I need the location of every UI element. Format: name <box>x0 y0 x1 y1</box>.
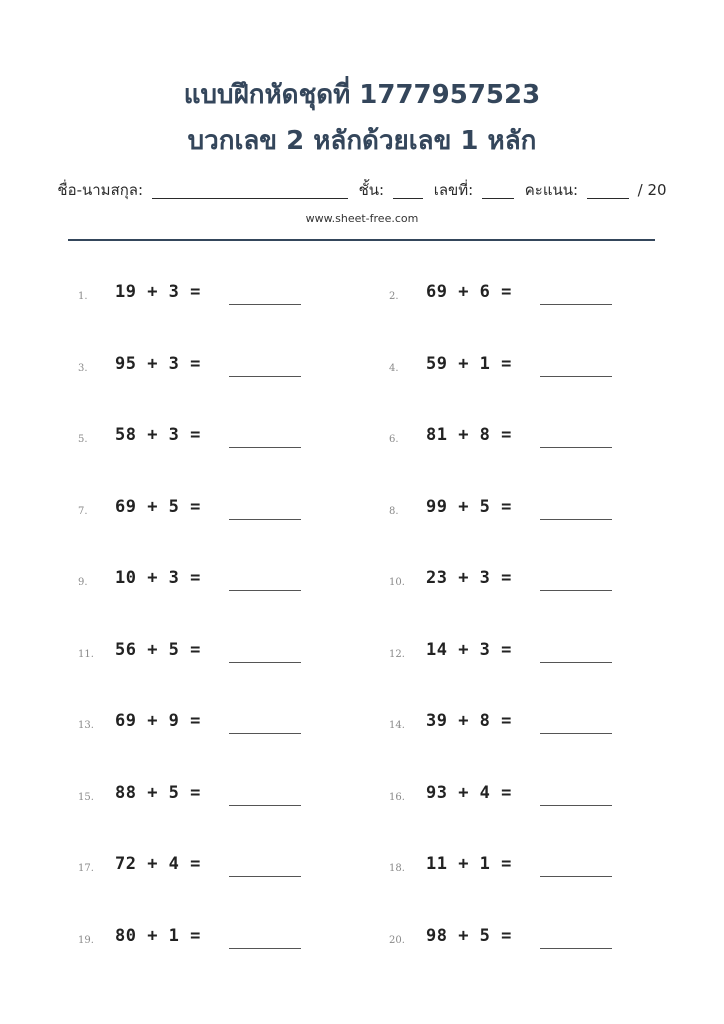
answer-blank[interactable] <box>540 519 612 520</box>
class-label: ชั้น: <box>358 181 385 199</box>
problem-item <box>379 425 639 455</box>
problem-item <box>379 282 639 312</box>
answer-blank[interactable] <box>229 948 301 949</box>
problem-item <box>379 640 639 670</box>
answer-blank[interactable] <box>229 304 301 305</box>
problem-item <box>68 282 328 312</box>
problem-expression: 59 + 1 = <box>426 354 512 374</box>
problem-number: 12. <box>389 649 405 660</box>
problem-expression: 81 + 8 = <box>426 425 512 445</box>
problem-item <box>379 354 639 384</box>
answer-blank[interactable] <box>229 805 301 806</box>
answer-blank[interactable] <box>540 948 612 949</box>
problem-number: 1. <box>78 291 88 302</box>
problem-item <box>379 568 639 598</box>
problem-number: 18. <box>389 863 405 874</box>
answer-blank[interactable] <box>540 876 612 877</box>
problem-expression: 88 + 5 = <box>115 783 201 803</box>
problem-number: 13. <box>78 720 94 731</box>
problem-expression: 95 + 3 = <box>115 354 201 374</box>
problem-number: 4. <box>389 363 399 374</box>
problem-expression: 69 + 6 = <box>426 282 512 302</box>
problem-number: 5. <box>78 434 88 445</box>
problem-number: 2. <box>389 291 399 302</box>
student-info-line <box>0 178 724 202</box>
answer-blank[interactable] <box>229 876 301 877</box>
problem-expression: 93 + 4 = <box>426 783 512 803</box>
problem-expression: 69 + 5 = <box>115 497 201 517</box>
number-field[interactable] <box>482 182 514 199</box>
problem-item <box>68 926 328 956</box>
problem-item <box>68 497 328 527</box>
problem-item <box>68 568 328 598</box>
answer-blank[interactable] <box>229 376 301 377</box>
score-field[interactable] <box>587 182 629 199</box>
answer-blank[interactable] <box>540 447 612 448</box>
problem-expression: 69 + 9 = <box>115 711 201 731</box>
answer-blank[interactable] <box>229 590 301 591</box>
answer-blank[interactable] <box>229 733 301 734</box>
problem-item <box>68 783 328 813</box>
answer-blank[interactable] <box>540 304 612 305</box>
name-label: ชื่อ-นามสกุล: <box>57 181 144 199</box>
class-field[interactable] <box>393 182 423 199</box>
worksheet-title: แบบฝึกหัดชุดที่ 1777957523 <box>183 80 541 110</box>
score-label: คะแนน: <box>524 181 579 199</box>
answer-blank[interactable] <box>540 590 612 591</box>
problem-number: 15. <box>78 792 94 803</box>
problem-number: 3. <box>78 363 88 374</box>
problem-number: 8. <box>389 506 399 517</box>
problem-expression: 39 + 8 = <box>426 711 512 731</box>
problem-expression: 98 + 5 = <box>426 926 512 946</box>
answer-blank[interactable] <box>229 662 301 663</box>
problem-expression: 10 + 3 = <box>115 568 201 588</box>
website-url: www.sheet-free.com <box>305 212 419 225</box>
problem-number: 16. <box>389 792 405 803</box>
answer-blank[interactable] <box>540 376 612 377</box>
problem-expression: 58 + 3 = <box>115 425 201 445</box>
problem-number: 7. <box>78 506 88 517</box>
answer-blank[interactable] <box>540 805 612 806</box>
problem-item <box>379 783 639 813</box>
problem-item <box>379 854 639 884</box>
problem-item <box>68 640 328 670</box>
answer-blank[interactable] <box>229 519 301 520</box>
header-divider <box>68 239 655 241</box>
problem-expression: 23 + 3 = <box>426 568 512 588</box>
answer-blank[interactable] <box>540 662 612 663</box>
problem-expression: 19 + 3 = <box>115 282 201 302</box>
problem-expression: 80 + 1 = <box>115 926 201 946</box>
problem-expression: 72 + 4 = <box>115 854 201 874</box>
problem-item <box>68 425 328 455</box>
problem-expression: 99 + 5 = <box>426 497 512 517</box>
problem-number: 6. <box>389 434 399 445</box>
problem-number: 19. <box>78 935 94 946</box>
problem-number: 10. <box>389 577 405 588</box>
problem-item <box>68 354 328 384</box>
problem-item <box>68 711 328 741</box>
problem-item <box>68 854 328 884</box>
problem-expression: 11 + 1 = <box>426 854 512 874</box>
name-field[interactable] <box>152 182 348 199</box>
problem-number: 11. <box>78 649 94 660</box>
answer-blank[interactable] <box>540 733 612 734</box>
problem-expression: 56 + 5 = <box>115 640 201 660</box>
problem-number: 14. <box>389 720 405 731</box>
problem-number: 20. <box>389 935 405 946</box>
score-total: / 20 <box>637 181 667 199</box>
problem-number: 9. <box>78 577 88 588</box>
problem-item <box>379 497 639 527</box>
problem-item <box>379 711 639 741</box>
problem-number: 17. <box>78 863 94 874</box>
answer-blank[interactable] <box>229 447 301 448</box>
problem-expression: 14 + 3 = <box>426 640 512 660</box>
number-label: เลขที่: <box>433 181 474 199</box>
problem-item <box>379 926 639 956</box>
worksheet-subtitle: บวกเลข 2 หลักด้วยเลข 1 หลัก <box>187 126 537 156</box>
